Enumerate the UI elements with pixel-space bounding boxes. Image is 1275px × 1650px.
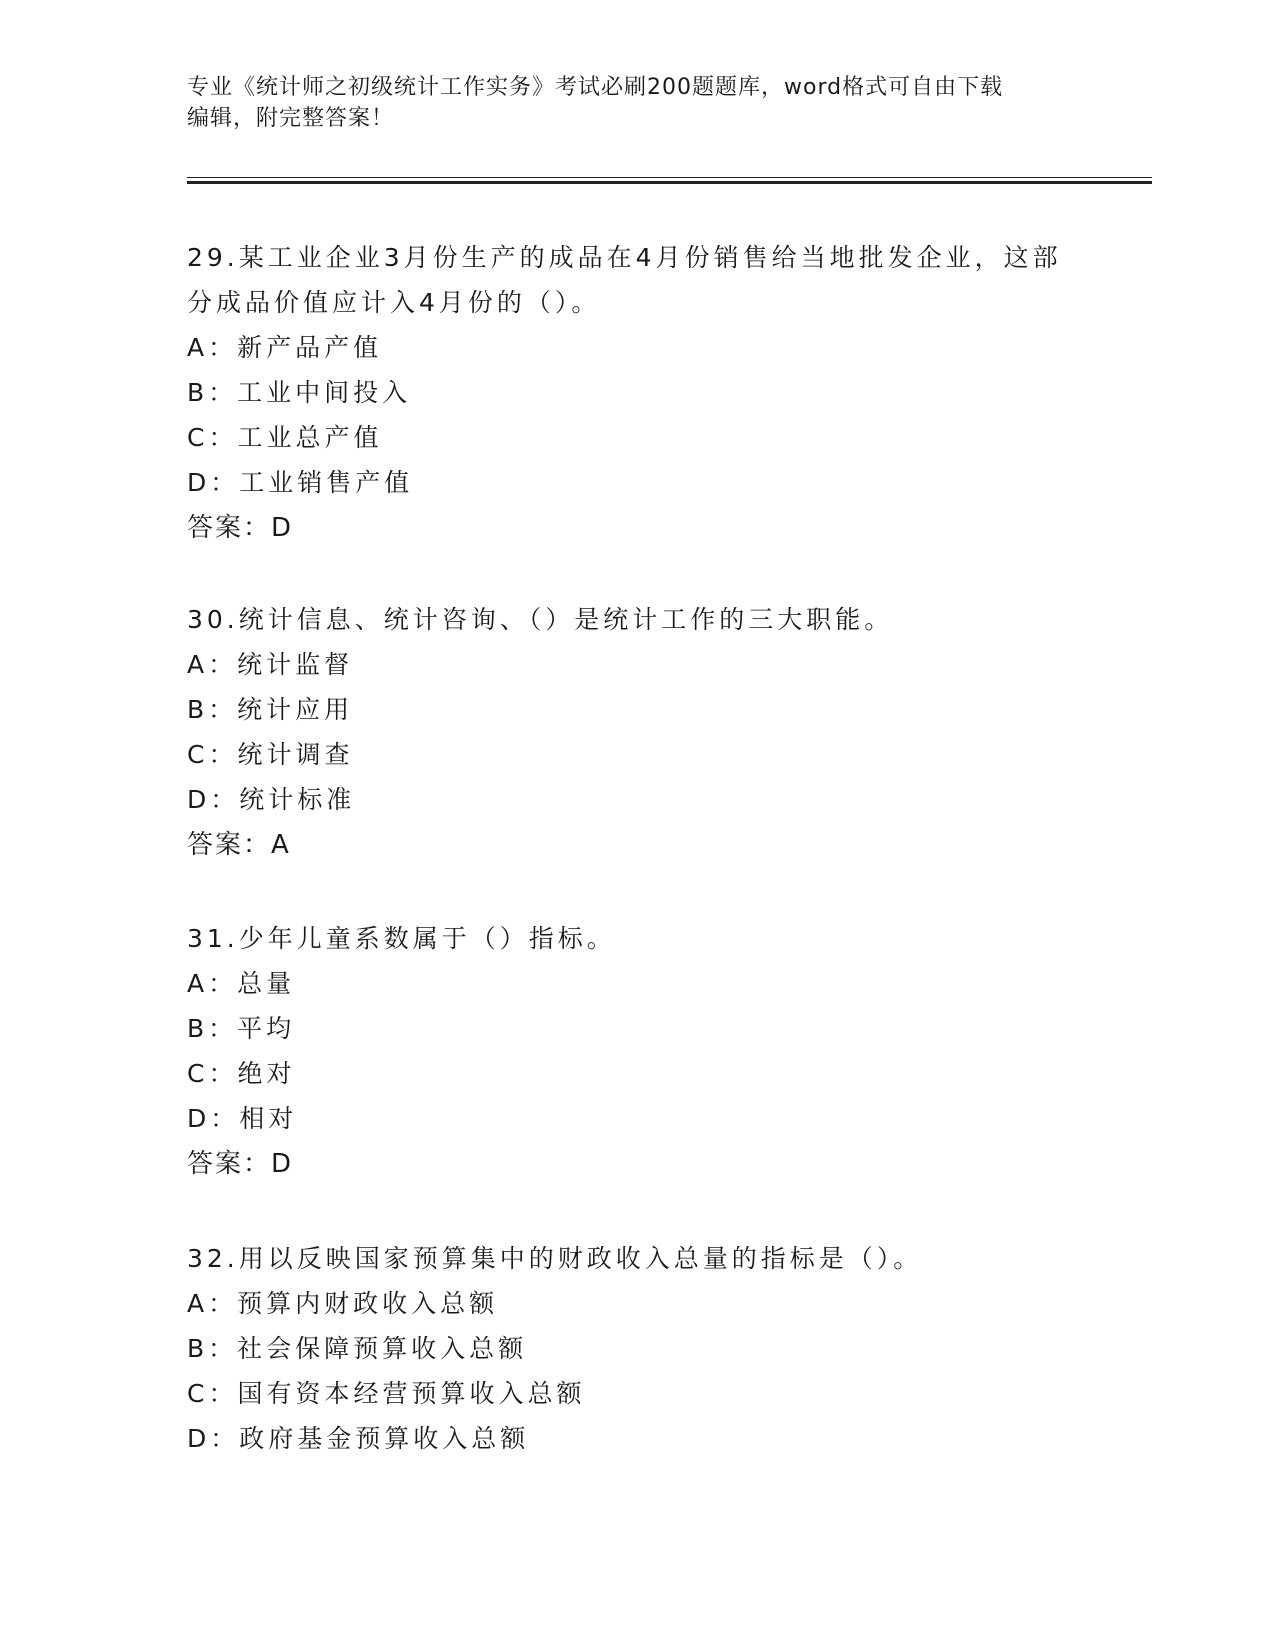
- question-text-line-1: 31.少年儿童系数属于（）指标。: [187, 924, 616, 953]
- option-b: B：平均: [187, 1014, 296, 1043]
- document-header: [187, 72, 1087, 134]
- option-b: B：统计应用: [187, 695, 354, 724]
- option-a: A：总量: [187, 969, 296, 998]
- option-a: A：预算内财政收入总额: [187, 1289, 499, 1318]
- option-d: D：政府基金预算收入总额: [187, 1424, 530, 1453]
- question-text-line-1: 32.用以反映国家预算集中的财政收入总量的指标是（）。: [187, 1244, 923, 1273]
- option-d: D：统计标准: [187, 785, 356, 814]
- question-30: [187, 597, 1087, 868]
- question-text-line-2: 分成品价值应计入4月份的（）。: [187, 288, 601, 317]
- answer: 答案：A: [187, 830, 291, 860]
- question-32: [187, 1236, 1087, 1461]
- answer: 答案：D: [187, 1149, 294, 1179]
- question-text-line-1: 29.某工业企业3月份生产的成品在4月份销售给当地批发企业，这部: [187, 243, 1062, 272]
- option-c: C：工业总产值: [187, 423, 383, 452]
- option-c: C：绝对: [187, 1059, 296, 1088]
- header-divider-thick: [187, 181, 1152, 184]
- option-c: C：国有资本经营预算收入总额: [187, 1379, 586, 1408]
- question-29: [187, 235, 1087, 551]
- option-a: A：统计监督: [187, 650, 354, 679]
- header-divider-thin: [187, 177, 1152, 178]
- option-b: B：社会保障预算收入总额: [187, 1334, 528, 1363]
- option-b: B：工业中间投入: [187, 378, 412, 407]
- header-line-1: 专业《统计师之初级统计工作实务》考试必刷200题题库，word格式可自由下载: [187, 75, 1004, 100]
- question-text-line-1: 30.统计信息、统计咨询、（）是统计工作的三大职能。: [187, 605, 894, 634]
- answer: 答案：D: [187, 513, 294, 543]
- option-d: D：工业销售产值: [187, 468, 414, 497]
- option-a: A：新产品产值: [187, 333, 383, 362]
- question-31: [187, 916, 1087, 1187]
- header-line-2: 编辑，附完整答案！: [187, 106, 395, 131]
- option-c: C：统计调查: [187, 740, 354, 769]
- option-d: D：相对: [187, 1104, 298, 1133]
